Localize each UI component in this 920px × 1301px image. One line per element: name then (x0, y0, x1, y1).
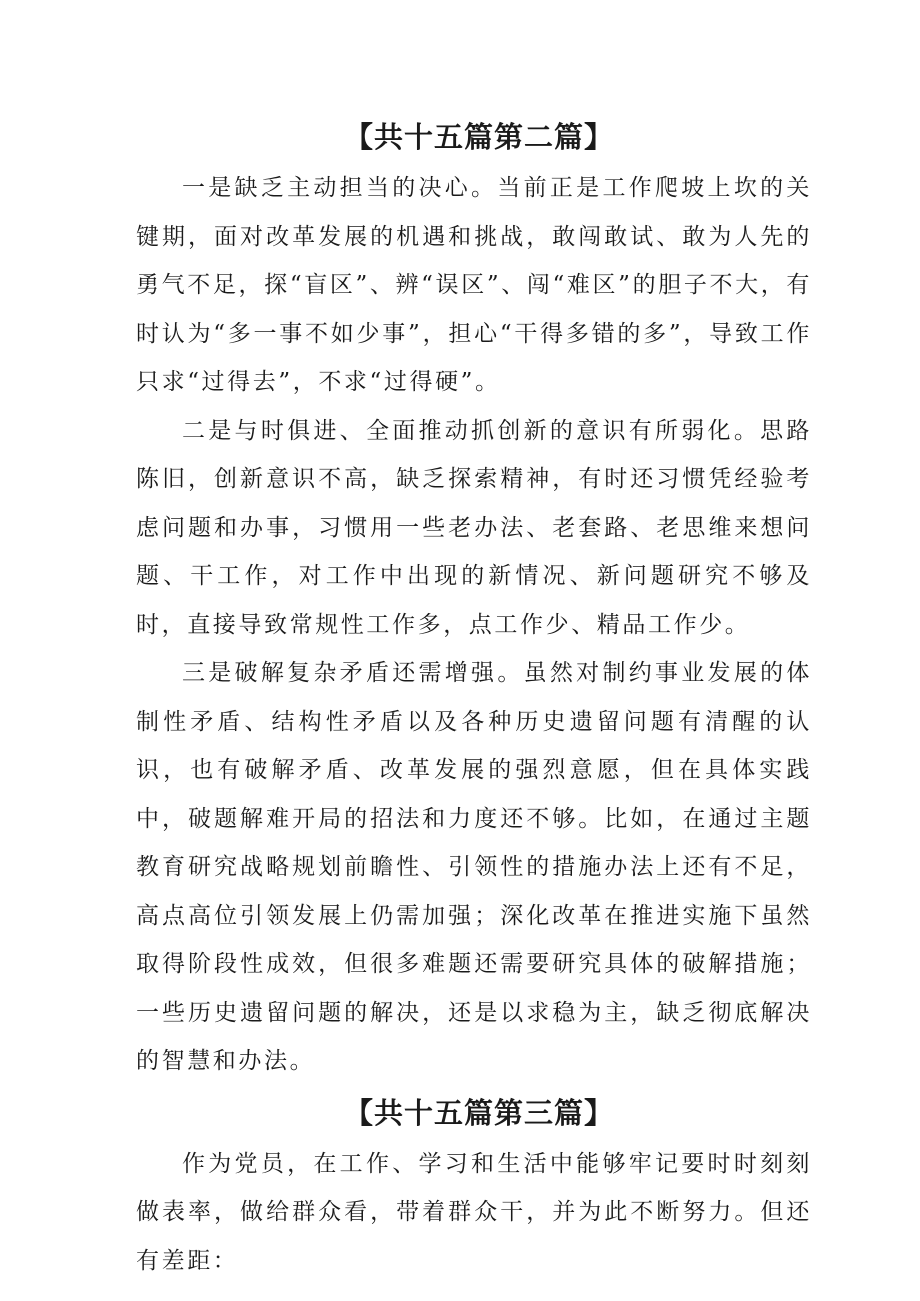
section-heading-2: 【共十五篇第二篇】 (343, 120, 614, 154)
paragraph-innovation: 二是与时俱进、全面推动抓创新的意识有所弱化。思路陈旧，创新意识不高，缺乏探索精神，有时还习惯凭经验考虑问题和办事，习惯用一些老办法、老套路、老思维来想问题、干工作，对工作中出现的新情况、新问题研究不够及时，直接导致常规性工作多，点工作少、精品工作少。 (136, 417, 812, 638)
paragraph-complex-contradictions: 三是破解复杂矛盾还需增强。虽然对制约事业发展的体制性矛盾、结构性矛盾以及各种历史遗留问题有清醒的认识，也有破解矛盾、改革发展的强烈意愿，但在具体实践中，破题解难开局的招法和力度还不够。比如，在通过主题教育研究战略规划前瞻性、引领性的措施办法上还有不足，高点高位引领发展上仍需加强；深化改革在推进实施下虽然取得阶段性成效，但很多难题还需要研究具体的破解措施；一些历史遗留问题的解决，还是以求稳为主，缺乏彻底解决的智慧和办法。 (136, 660, 812, 1074)
section-heading-3: 【共十五篇第三篇】 (343, 1095, 614, 1130)
paragraph-lack-initiative: 一是缺乏主动担当的决心。当前正是工作爬坡上坎的关键期，面对改革发展的机遇和挑战，敢闯敢试、敢为人先的勇气不足，探“盲区”、辨“误区”、闯“难区”的胆子不大，有时认为“多一事不如少事”，担心“干得多错的多”，导致工作只求“过得去”，不求“过得硬”。 (136, 175, 812, 395)
paragraph-party-member: 作为党员，在工作、学习和生活中能够牢记要时时刻刻做表率，做给群众看，带着群众干，并为此不断努力。但还有差距： (136, 1150, 812, 1274)
